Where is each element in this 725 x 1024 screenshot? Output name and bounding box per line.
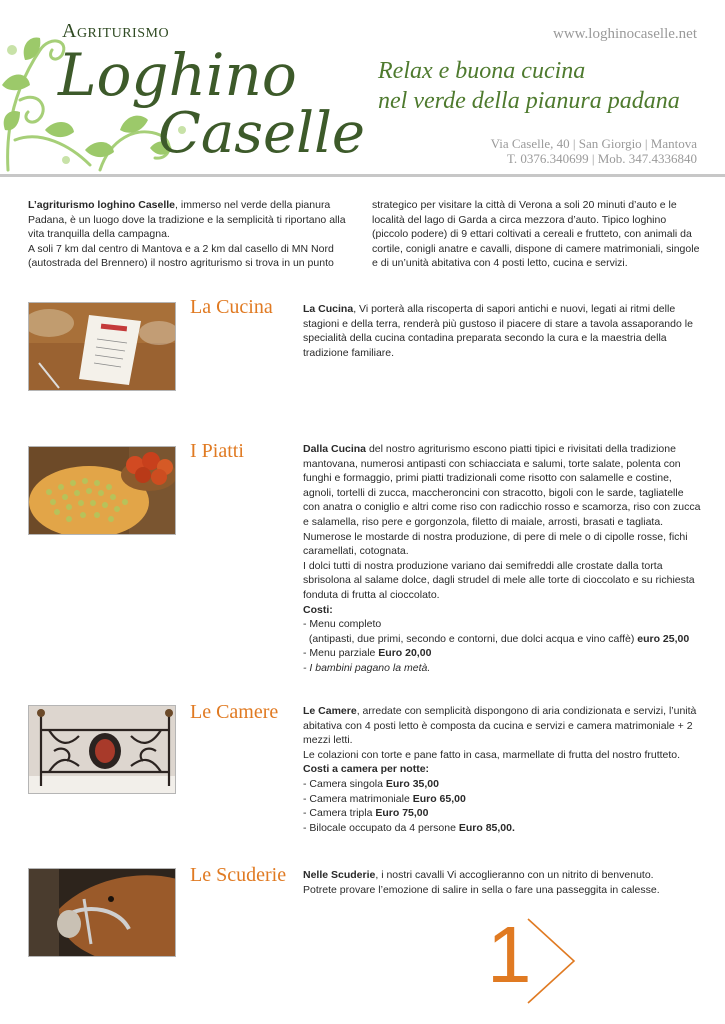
intro-text-2: A soli 7 km dal centro di Mantova e a 2 km dal casello di MN Nord (autostrada del Brennero) il nostro agriturismo si trova in un punto: [28, 242, 334, 270]
camere-text-2: Le colazioni con torte e pane fatto in casa, marmellate di frutta del nostro frutteto.: [303, 748, 681, 761]
camere-description: [303, 704, 703, 835]
logo-line-1: Loghino: [58, 41, 297, 109]
chevron-right-icon: [522, 915, 582, 1005]
menu-completo-price: euro 25,00: [637, 632, 690, 645]
cucina-text: , Vi porterà alla riscoperta di sapori antichi e nuovi, legati ai ritmi delle stagioni e della terra, renderà più gustoso il piacere di stare a tavola assaporando le specialità della cucina contadina preparata secondo la cura e la maestria della tradizione familiare.: [303, 303, 693, 359]
intro-bold: L’agriturismo loghino Caselle: [28, 199, 176, 211]
section-title-cucina: La Cucina: [190, 296, 273, 318]
intro-column-2: strategico per visitare la città di Verona a soli 20 minuti d’auto e le località del lago di Garda a circa mezzora d’auto. Tipico loghino (piccolo podere) di 9 ettari coltivati a cereali e frutteto, con animali da cortile, conigli anatre e cavalli, dispone di camere matrimoniali, singole e di un’unità abitativa con 4 posti letto, cucina e servizi.: [372, 199, 700, 270]
scuderie-photo: [28, 868, 176, 957]
camere-costi-label: Costi a camera per notte:: [303, 763, 430, 776]
piatti-description: [303, 442, 703, 676]
piatti-text: del nostro agriturismo escono piatti tipici e rivisitati della tradizione mantovana, numerosi antipasti con schiacciata e salumi, torte salate, polenta con funghi e formaggio, primi piatti tradizionali come risotto con salamelle e costine, agnoli, tortelli di zucca, maccheroncini con stracotto, bigoli con le sarde, tagliatelle con anatra o coniglio e altri come riso con radicchio rosso e scamorza, riso con zucca e salamella, riso pere e gorgonzola, filetto di maiale, arrosti, brasati e tagliata.: [303, 443, 701, 528]
room-price-row: - Bilocale occupato da 4 persone Euro 85,00.: [303, 821, 515, 834]
piatti-costi-label: Costi:: [303, 603, 333, 616]
scuderie-text: , i nostri cavalli Vi accoglieranno con un nitrito di benvenuto.: [375, 869, 654, 881]
tagline-line-1: Relax e buona cucina: [378, 58, 586, 84]
section-title-camere: Le Camere: [190, 701, 279, 723]
cucina-description: [303, 302, 703, 360]
scuderie-text-2: Potrete provare l’emozione di salire in sella o fare una passeggita in calesse.: [303, 883, 660, 896]
camere-photo: [28, 705, 176, 794]
logo-line-2: Caselle: [158, 101, 366, 166]
cucina-bold: La Cucina: [303, 303, 354, 315]
intro-text: , immerso nel verde della pianura Padana, è un luogo dove la tradizione e la semplicità ti riportano alla vita tranquilla della campagna.: [28, 199, 346, 241]
brand-small-title: Agriturismo: [62, 20, 170, 42]
address: Via Caselle, 40 | San Giorgio | Mantova: [490, 136, 697, 151]
page-number: [487, 910, 582, 1005]
kids-note: - I bambini pagano la metà.: [303, 661, 431, 674]
piatti-photo: [28, 446, 176, 535]
header-divider: [0, 174, 725, 177]
menu-parziale: - Menu parziale: [303, 647, 376, 660]
camere-text: , arredate con semplicità dispongono di aria condizionata e servizi, l’unità abitativa con 4 posti letto è composta da cucina e servizi e camera matrimoniale + 2 mezzi letti.: [303, 705, 697, 747]
website-link[interactable]: www.loghinocaselle.net: [553, 26, 697, 42]
intro-column-1: [28, 198, 358, 271]
menu-parziale-price: Euro 20,00: [378, 647, 432, 660]
scuderie-description: [303, 868, 703, 897]
room-price-row: - Camera singola Euro 35,00: [303, 777, 439, 790]
page-number-digit: 1: [487, 910, 532, 999]
phone-numbers: T. 0376.340699 | Mob. 347.4336840: [506, 151, 697, 166]
piatti-text-2: Numerose le mostarde di nostra produzione, di pere di mele o di cipolle rosse, fichi caramellati, cotognata.: [303, 530, 688, 558]
scuderie-bold: Nelle Scuderie: [303, 869, 376, 881]
piatti-text-3: I dolci tutti di nostra produzione variano dai semifreddi alle crostate dalla torta sbrisolona al salame dolce, dagli strudel di mele alle torte di cioccolato e su richiesta fonduta di frutta al cioccolato.: [303, 559, 695, 601]
room-price-row: - Camera tripla Euro 75,00: [303, 807, 429, 820]
tagline-line-2: nel verde della pianura padana: [378, 88, 680, 114]
piatti-bold: Dalla Cucina: [303, 443, 367, 455]
cucina-photo: [28, 302, 176, 391]
camere-bold: Le Camere: [303, 705, 357, 717]
section-title-piatti: I Piatti: [190, 440, 244, 462]
menu-completo-detail: (antipasti, due primi, secondo e contorni, due dolci acqua e vino caffè): [308, 632, 635, 645]
room-price-row: - Camera matrimoniale Euro 65,00: [303, 792, 466, 805]
section-title-scuderie: Le Scuderie: [190, 864, 287, 886]
menu-completo: - Menu completo: [303, 618, 382, 631]
